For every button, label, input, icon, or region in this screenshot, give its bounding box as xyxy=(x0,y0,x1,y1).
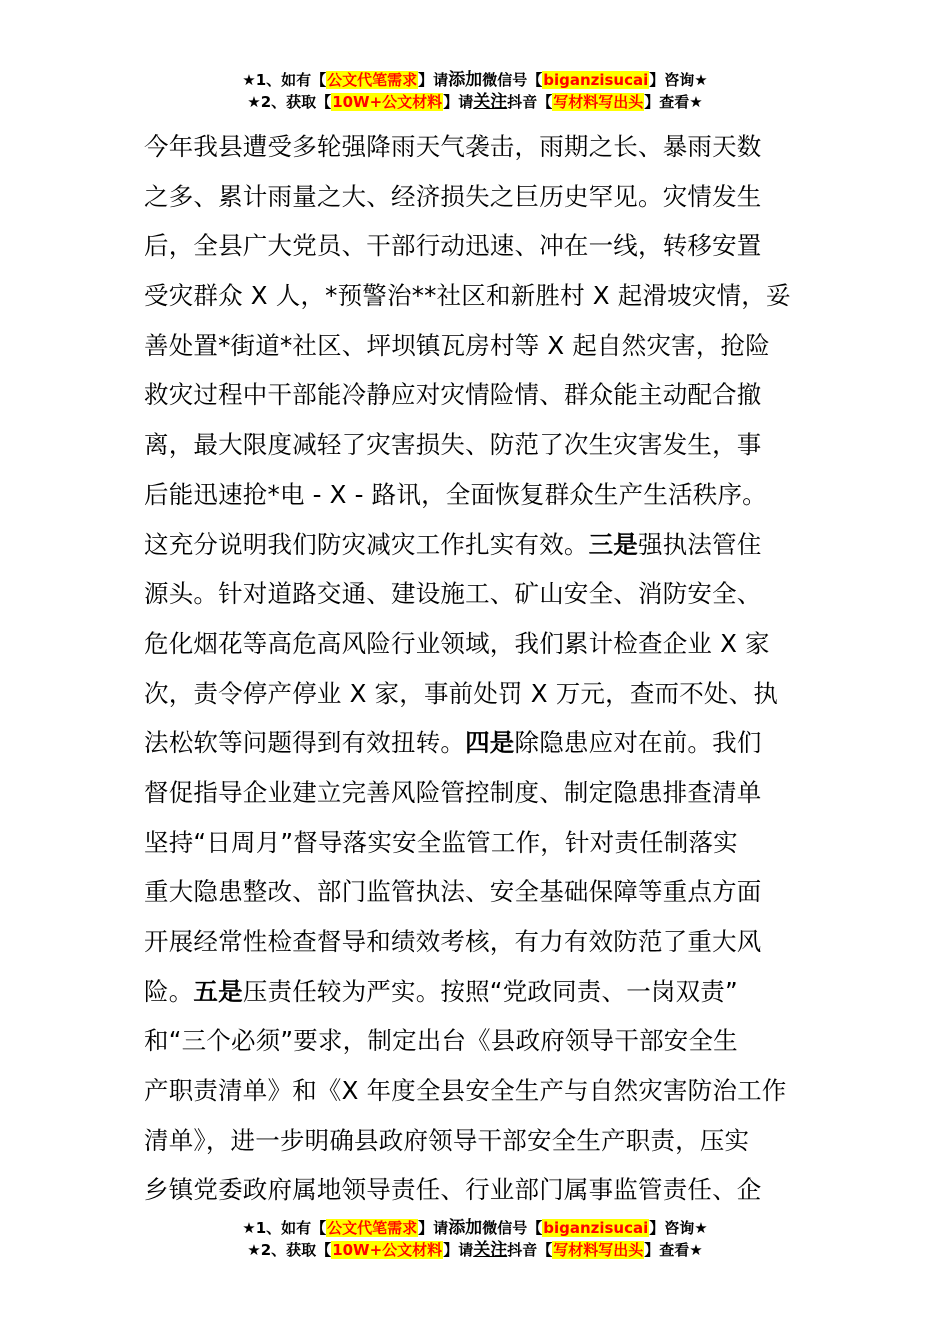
text-line: 救灾过程中干部能冷静应对灾情险情、群众能主动配合撤 xyxy=(144,380,762,410)
text-line: 离，最大限度减轻了灾害损失、防范了次生灾害发生，事 xyxy=(144,430,762,460)
banner-line-1: ★1、如有【公文代笔需求】请添加微信号【biganzisucai】咨询★ xyxy=(242,1218,708,1238)
text-line: 次，责令停产停业 X 家，事前处罚 X 万元，查而不处、执 xyxy=(144,678,779,708)
douyin-account[interactable]: 写材料写出头 xyxy=(553,93,644,111)
text-line: 清单》，进一步明确县政府领导干部安全生产职责，压实 xyxy=(144,1125,750,1155)
text-line: 后，全县广大党员、干部行动迅速、冲在一线，转移安置 xyxy=(144,231,762,261)
banner-line-2: ★2、获取【10W+公文材料】请关注抖音【写材料写出头】查看★ xyxy=(247,92,703,112)
star-icon: ★ xyxy=(247,93,261,111)
star-icon: ★ xyxy=(247,1241,261,1259)
banner-line-1: ★1、如有【公文代笔需求】请添加微信号【biganzisucai】咨询★ xyxy=(242,70,708,90)
text-line: 今年我县遭受多轮强降雨天气袭击，雨期之长、暴雨天数 xyxy=(144,132,762,161)
text-line: 受灾群众 X 人，*预警治**社区和新胜村 X 起滑坡灾情，妥 xyxy=(144,281,791,311)
text-line: 坚持“日周月”督导落实安全监管工作，针对责任制落实 xyxy=(144,827,738,857)
section-marker: 四是 xyxy=(465,728,515,758)
wechat-id[interactable]: biganzisucai xyxy=(543,71,649,89)
text-line: 产职责清单》和《X 年度全县安全生产与自然灾害防治工作 xyxy=(144,1076,787,1106)
text-line: 善处置*街道*社区、坪坝镇瓦房村等 X 起自然灾害，抢险 xyxy=(144,330,770,360)
highlight-service: 公文代笔需求 xyxy=(327,71,418,89)
section-marker: 三是 xyxy=(588,529,639,559)
text-line: 这充分说明我们防灾减灾工作扎实有效。三是强执法管住 xyxy=(144,529,762,559)
text-line: 督促指导企业建立完善风险管控制度、制定隐患排查清单 xyxy=(144,777,762,807)
text-line: 源头。针对道路交通、建设施工、矿山安全、消防安全、 xyxy=(144,579,762,609)
star-icon: ★ xyxy=(242,71,256,89)
text-line: 开展经常性检查督导和绩效考核，有力有效防范了重大风 xyxy=(144,927,762,956)
highlight-material: 10W+公文材料 xyxy=(332,1241,443,1259)
star-icon: ★ xyxy=(242,1219,256,1237)
document-body xyxy=(144,122,814,1215)
text-line: 险。五是压责任较为严实。按照“党政同责、一岗双责” xyxy=(144,976,738,1006)
wechat-id[interactable]: biganzisucai xyxy=(543,1219,649,1237)
header-banner xyxy=(0,69,950,113)
text-line: 乡镇党委政府属地领导责任、行业部门属事监管责任、企 xyxy=(144,1175,762,1205)
text-line: 危化烟花等高危高风险行业领域，我们累计检查企业 X 家 xyxy=(144,628,770,658)
footer-banner xyxy=(0,1217,950,1261)
banner-line-2: ★2、获取【10W+公文材料】请关注抖音【写材料写出头】查看★ xyxy=(247,1240,703,1260)
text-line: 后能迅速抢*电 - X - 路讯，全面恢复群众生产生活秩序。 xyxy=(144,479,767,509)
highlight-service: 公文代笔需求 xyxy=(327,1219,418,1237)
text-line: 法松软等问题得到有效扭转。四是除隐患应对在前。我们 xyxy=(144,728,762,758)
text-line: 之多、累计雨量之大、经济损失之巨历史罕见。灾情发生 xyxy=(144,181,762,211)
text-line: 重大隐患整改、部门监管执法、安全基础保障等重点方面 xyxy=(144,877,762,907)
text-line: 和“三个必须”要求，制定出台《县政府领导干部安全生 xyxy=(144,1026,738,1056)
section-marker: 五是 xyxy=(193,976,243,1006)
highlight-material: 10W+公文材料 xyxy=(332,93,443,111)
douyin-account[interactable]: 写材料写出头 xyxy=(553,1241,644,1259)
